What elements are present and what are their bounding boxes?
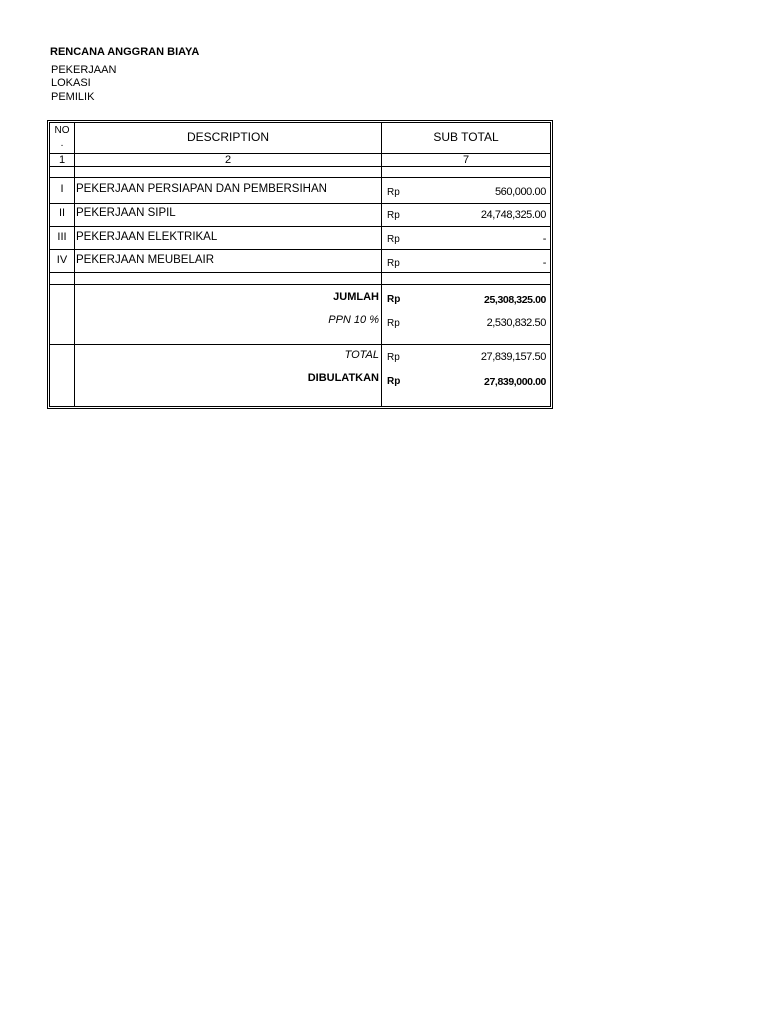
total-currency: Rp	[387, 352, 400, 363]
row-amount: 560,000.00	[494, 186, 546, 198]
row-divider	[49, 344, 551, 345]
header-no: NO	[54, 125, 70, 136]
row-divider	[49, 272, 551, 273]
row-currency: Rp	[387, 234, 400, 245]
column-number-no: 1	[58, 154, 66, 166]
dibulatkan-label: DIBULATKAN	[307, 372, 379, 384]
row-divider	[49, 177, 551, 178]
total-label: TOTAL	[344, 349, 379, 361]
header-line-lokasi: LOKASI	[51, 77, 91, 89]
row-currency: Rp	[387, 258, 400, 269]
jumlah-amount: 25,308,325.00	[484, 294, 546, 306]
row-divider	[49, 203, 551, 204]
row-divider	[49, 249, 551, 250]
row-divider	[49, 284, 551, 285]
header-no-dot: .	[60, 138, 64, 149]
jumlah-label: JUMLAH	[333, 291, 379, 303]
row-description: PEKERJAAN MEUBELAIR	[76, 254, 215, 266]
jumlah-currency: Rp	[387, 294, 401, 305]
dibulatkan-currency: Rp	[387, 376, 401, 387]
row-description: PEKERJAAN PERSIAPAN DAN PEMBERSIHAN	[76, 183, 327, 195]
ppn-currency: Rp	[387, 318, 400, 329]
row-currency: Rp	[387, 210, 400, 221]
header-description: DESCRIPTION	[186, 130, 269, 144]
row-no: I	[60, 183, 64, 195]
row-description: PEKERJAAN ELEKTRIKAL	[76, 231, 218, 243]
dibulatkan-amount: 27,839,000.00	[484, 376, 546, 388]
header-line-pekerjaan: PEKERJAAN	[51, 64, 117, 76]
total-amount: 27,839,157.50	[480, 351, 546, 363]
row-amount: -	[542, 233, 546, 245]
ppn-amount: 2,530,832.50	[486, 317, 546, 329]
column-number-description: 2	[224, 154, 232, 166]
row-description: PEKERJAAN SIPIL	[76, 207, 176, 219]
header-subtotal: SUB TOTAL	[433, 130, 499, 144]
row-amount: -	[542, 257, 546, 269]
row-divider	[49, 226, 551, 227]
row-currency: Rp	[387, 187, 400, 198]
header-line-pemilik: PEMILIK	[51, 91, 95, 103]
row-no: III	[57, 231, 67, 243]
document-title: RENCANA ANGGRAN BIAYA	[50, 46, 200, 58]
row-no: II	[58, 207, 66, 219]
row-no: IV	[56, 254, 68, 266]
row-amount: 24,748,325.00	[480, 209, 546, 221]
column-number-subtotal: 7	[462, 154, 470, 166]
ppn-label: PPN 10 %	[328, 314, 379, 326]
